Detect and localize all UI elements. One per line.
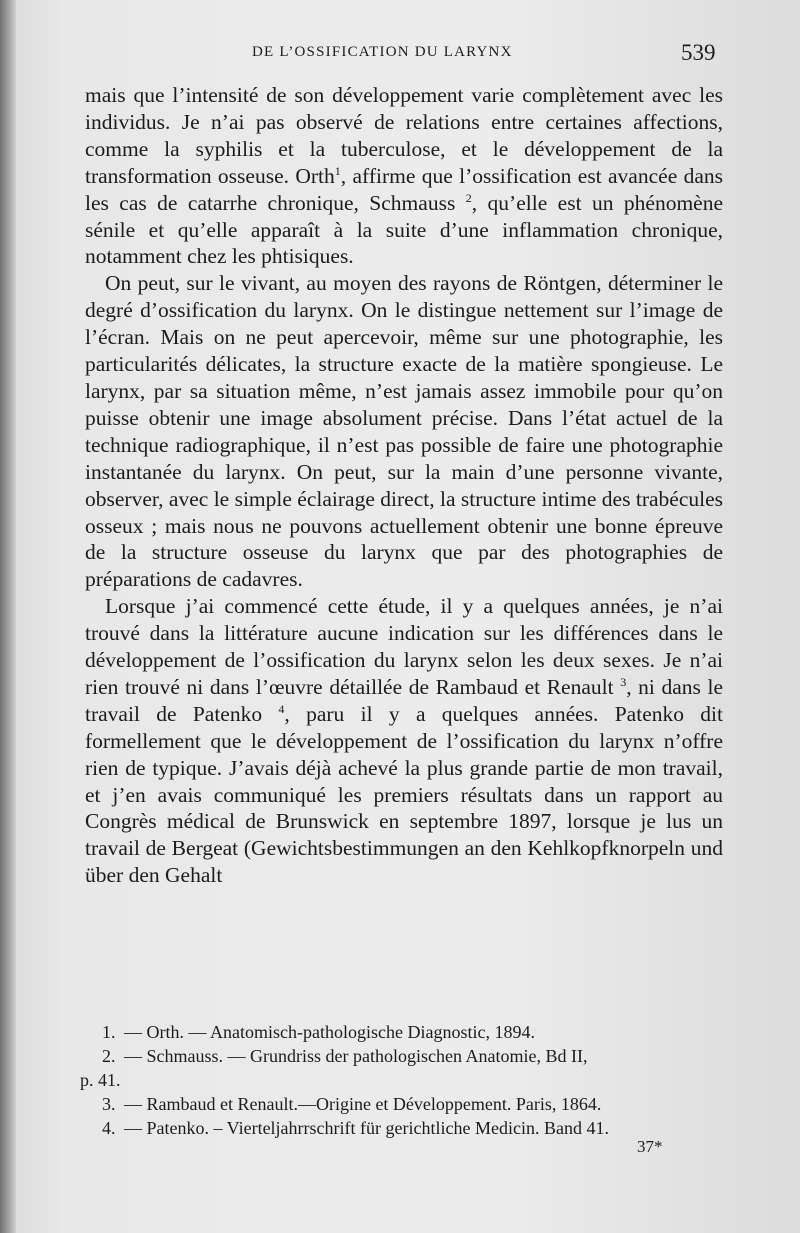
footnote-1: 1. — Orth. — Anatomisch-pathologische Diagnostic, 1894.	[102, 1022, 535, 1042]
footnote-ref-3: 3	[620, 674, 627, 689]
footnote-ref-1: 1	[334, 163, 341, 178]
main-text	[85, 82, 723, 889]
paragraph-2: On peut, sur le vivant, au moyen des rayons de Röntgen, déterminer le degré d’ossification du larynx. On le distingue nettement sur l’image de l’écran. Mais on ne peut apercevoir, même sur une photographie, les particularités délicates, la structure exacte de la matière spongieuse. Le larynx, par sa situation même, n’est jamais assez immobile pour qu’on puisse obtenir une image absolument précise. Dans l’état actuel de la technique radiographique, il n’est pas possible de faire une photographie instantanée du larynx. On peut, sur la main d’une personne vivante, observer, avec le simple éclairage direct, la structure intime des trabécules osseux ; mais nous ne pouvons actuellement obtenir une bonne épreuve de la structure osseuse du larynx que par des photographies de préparations de cadavres.	[85, 271, 723, 592]
binding-gutter-shadow	[0, 0, 16, 1233]
footnotes	[80, 1020, 723, 1140]
footnote-ref-2: 2	[465, 190, 472, 205]
running-title: DE L’OSSIFICATION DU LARYNX	[252, 44, 513, 60]
running-header	[0, 38, 800, 68]
paragraph-1: mais que l’intensité de son développement varie complètement avec les individus. Je n’ai pas observé de relations entre certaines affections, comme la syphilis et la tuberculose, et le développement de la transformation osseuse. Orth$^1$, affirme que l’ossification est avancée dans les cas de catarrhe chronique, Schmauss $^2$, qu’elle est un phénomène sénile et qu’elle apparaît à la suite d’une inflammation chronique, notamment chez les phtisiques.	[85, 83, 724, 269]
footnote-4: 4. — Patenko. – Vierteljahrrschrift für gerichtliche Medicin. Band 41.	[102, 1118, 609, 1138]
footnote-2-continuation: p. 41.	[80, 1070, 121, 1090]
footnote-ref-4: 4	[278, 701, 285, 716]
page-number: 539	[681, 40, 716, 65]
footnote-3: 3. — Rambaud et Renault.—Origine et Développement. Paris, 1864.	[102, 1094, 602, 1114]
footnote-2: 2. — Schmauss. — Grundriss der pathologischen Anatomie, Bd II,	[102, 1046, 588, 1066]
paragraph-3: Lorsque j’ai commencé cette étude, il y a quelques années, je n’ai trouvé dans la littérature aucune indication sur les différences dans le développement de l’ossification du larynx selon les deux sexes. Je n’ai rien trouvé ni dans l’œuvre détaillée de Rambaud et Renault $^3$, ni dans le travail de Patenko $^4$, paru il y a quelques années. Patenko dit formellement que le développement de l’ossification du larynx n’offre rien de typique. J’avais déjà achevé la plus grande partie de mon travail, et j’en avais communiqué les premiers résultats dans un rapport au Congrès médical de Brunswick en septembre 1897, lorsque je lus un travail de Bergeat (Gewichtsbestimmungen an den Kehlkopfknorpeln und über den Gehalt	[85, 594, 723, 888]
signature-mark: 37*	[637, 1137, 663, 1156]
